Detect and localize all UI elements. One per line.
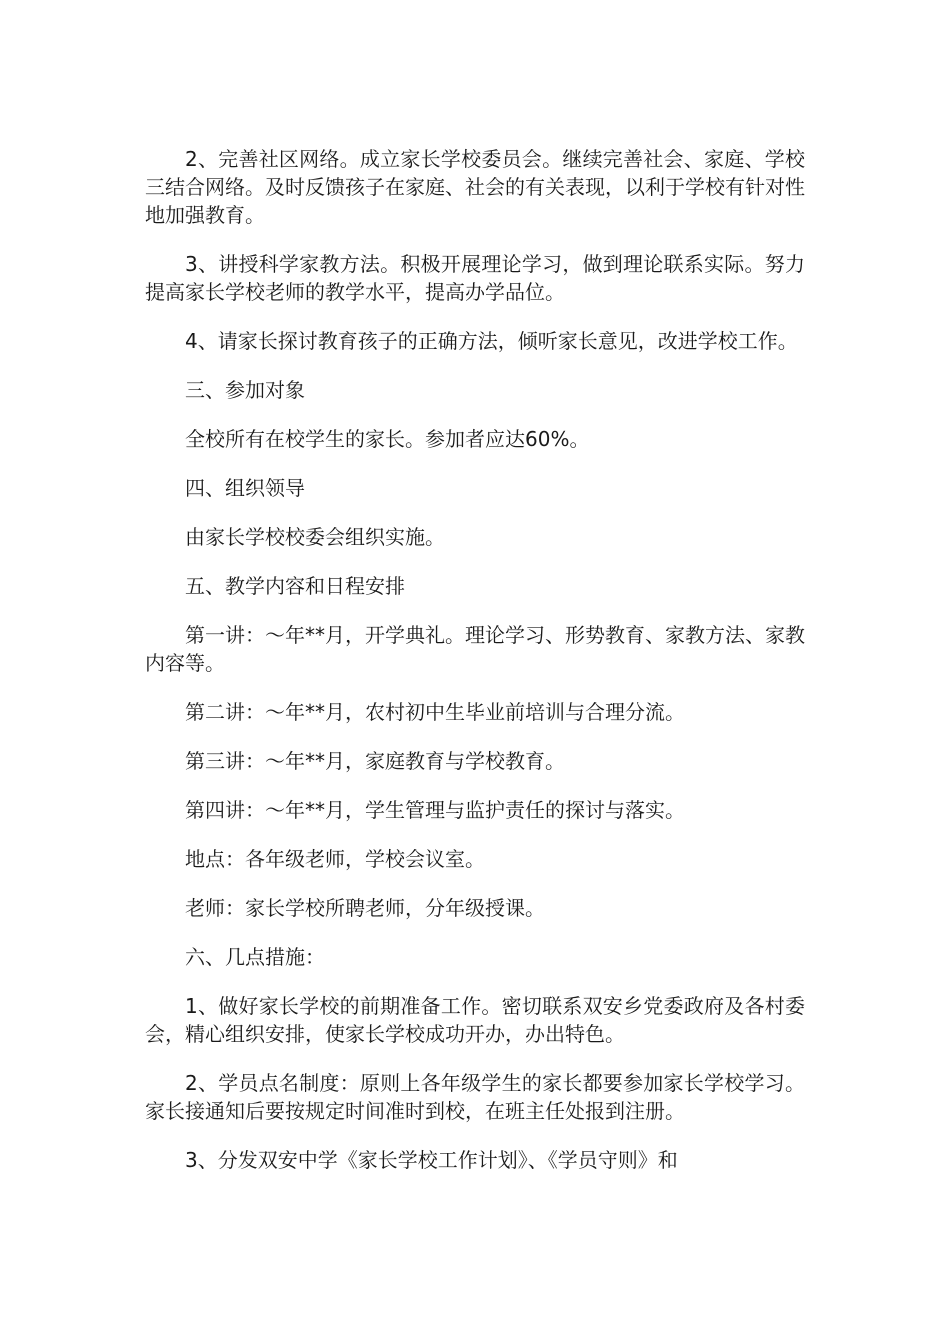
lecture-1: 第一讲：～年**月，开学典礼。理论学习、形势教育、家教方法、家教内容等。	[145, 623, 805, 675]
location-line: 地点：各年级老师，学校会议室。	[185, 847, 485, 871]
paragraph-4: 全校所有在校学生的家长。参加者应达60%。	[185, 427, 590, 451]
paragraph-5: 由家长学校校委会组织实施。	[185, 525, 445, 549]
paragraph-3: 4、请家长探讨教育孩子的正确方法，倾听家长意见，改进学校工作。	[185, 329, 798, 353]
measure-3: 3、分发双安中学《家长学校工作计划》、《学员守则》和	[185, 1148, 678, 1172]
section-heading-participants: 三、参加对象	[185, 378, 305, 402]
teacher-line: 老师：家长学校所聘老师，分年级授课。	[185, 896, 545, 920]
measure-1: 1、做好家长学校的前期准备工作。密切联系双安乡党委政府及各村委会，精心组织安排，使家长学校成功开办，办出特色。	[145, 994, 805, 1046]
section-heading-measures: 六、几点措施：	[185, 945, 325, 969]
document-body	[145, 145, 805, 1195]
section-heading-organization: 四、组织领导	[185, 476, 305, 500]
measure-2: 2、学员点名制度：原则上各年级学生的家长都要参加家长学校学习。家长接通知后要按规定时间准时到校，在班主任处报到注册。	[145, 1071, 805, 1123]
lecture-2: 第二讲：～年**月，农村初中生毕业前培训与合理分流。	[185, 700, 685, 724]
lecture-3: 第三讲：～年**月，家庭教育与学校教育。	[185, 749, 565, 773]
paragraph-1: 2、完善社区网络。成立家长学校委员会。继续完善社会、家庭、学校三结合网络。及时反馈孩子在家庭、社会的有关表现，以利于学校有针对性地加强教育。	[145, 147, 805, 227]
lecture-4: 第四讲：～年**月，学生管理与监护责任的探讨与落实。	[185, 798, 685, 822]
section-heading-schedule: 五、教学内容和日程安排	[185, 574, 405, 598]
paragraph-2: 3、讲授科学家教方法。积极开展理论学习，做到理论联系实际。努力提高家长学校老师的教学水平，提高办学品位。	[145, 252, 805, 304]
